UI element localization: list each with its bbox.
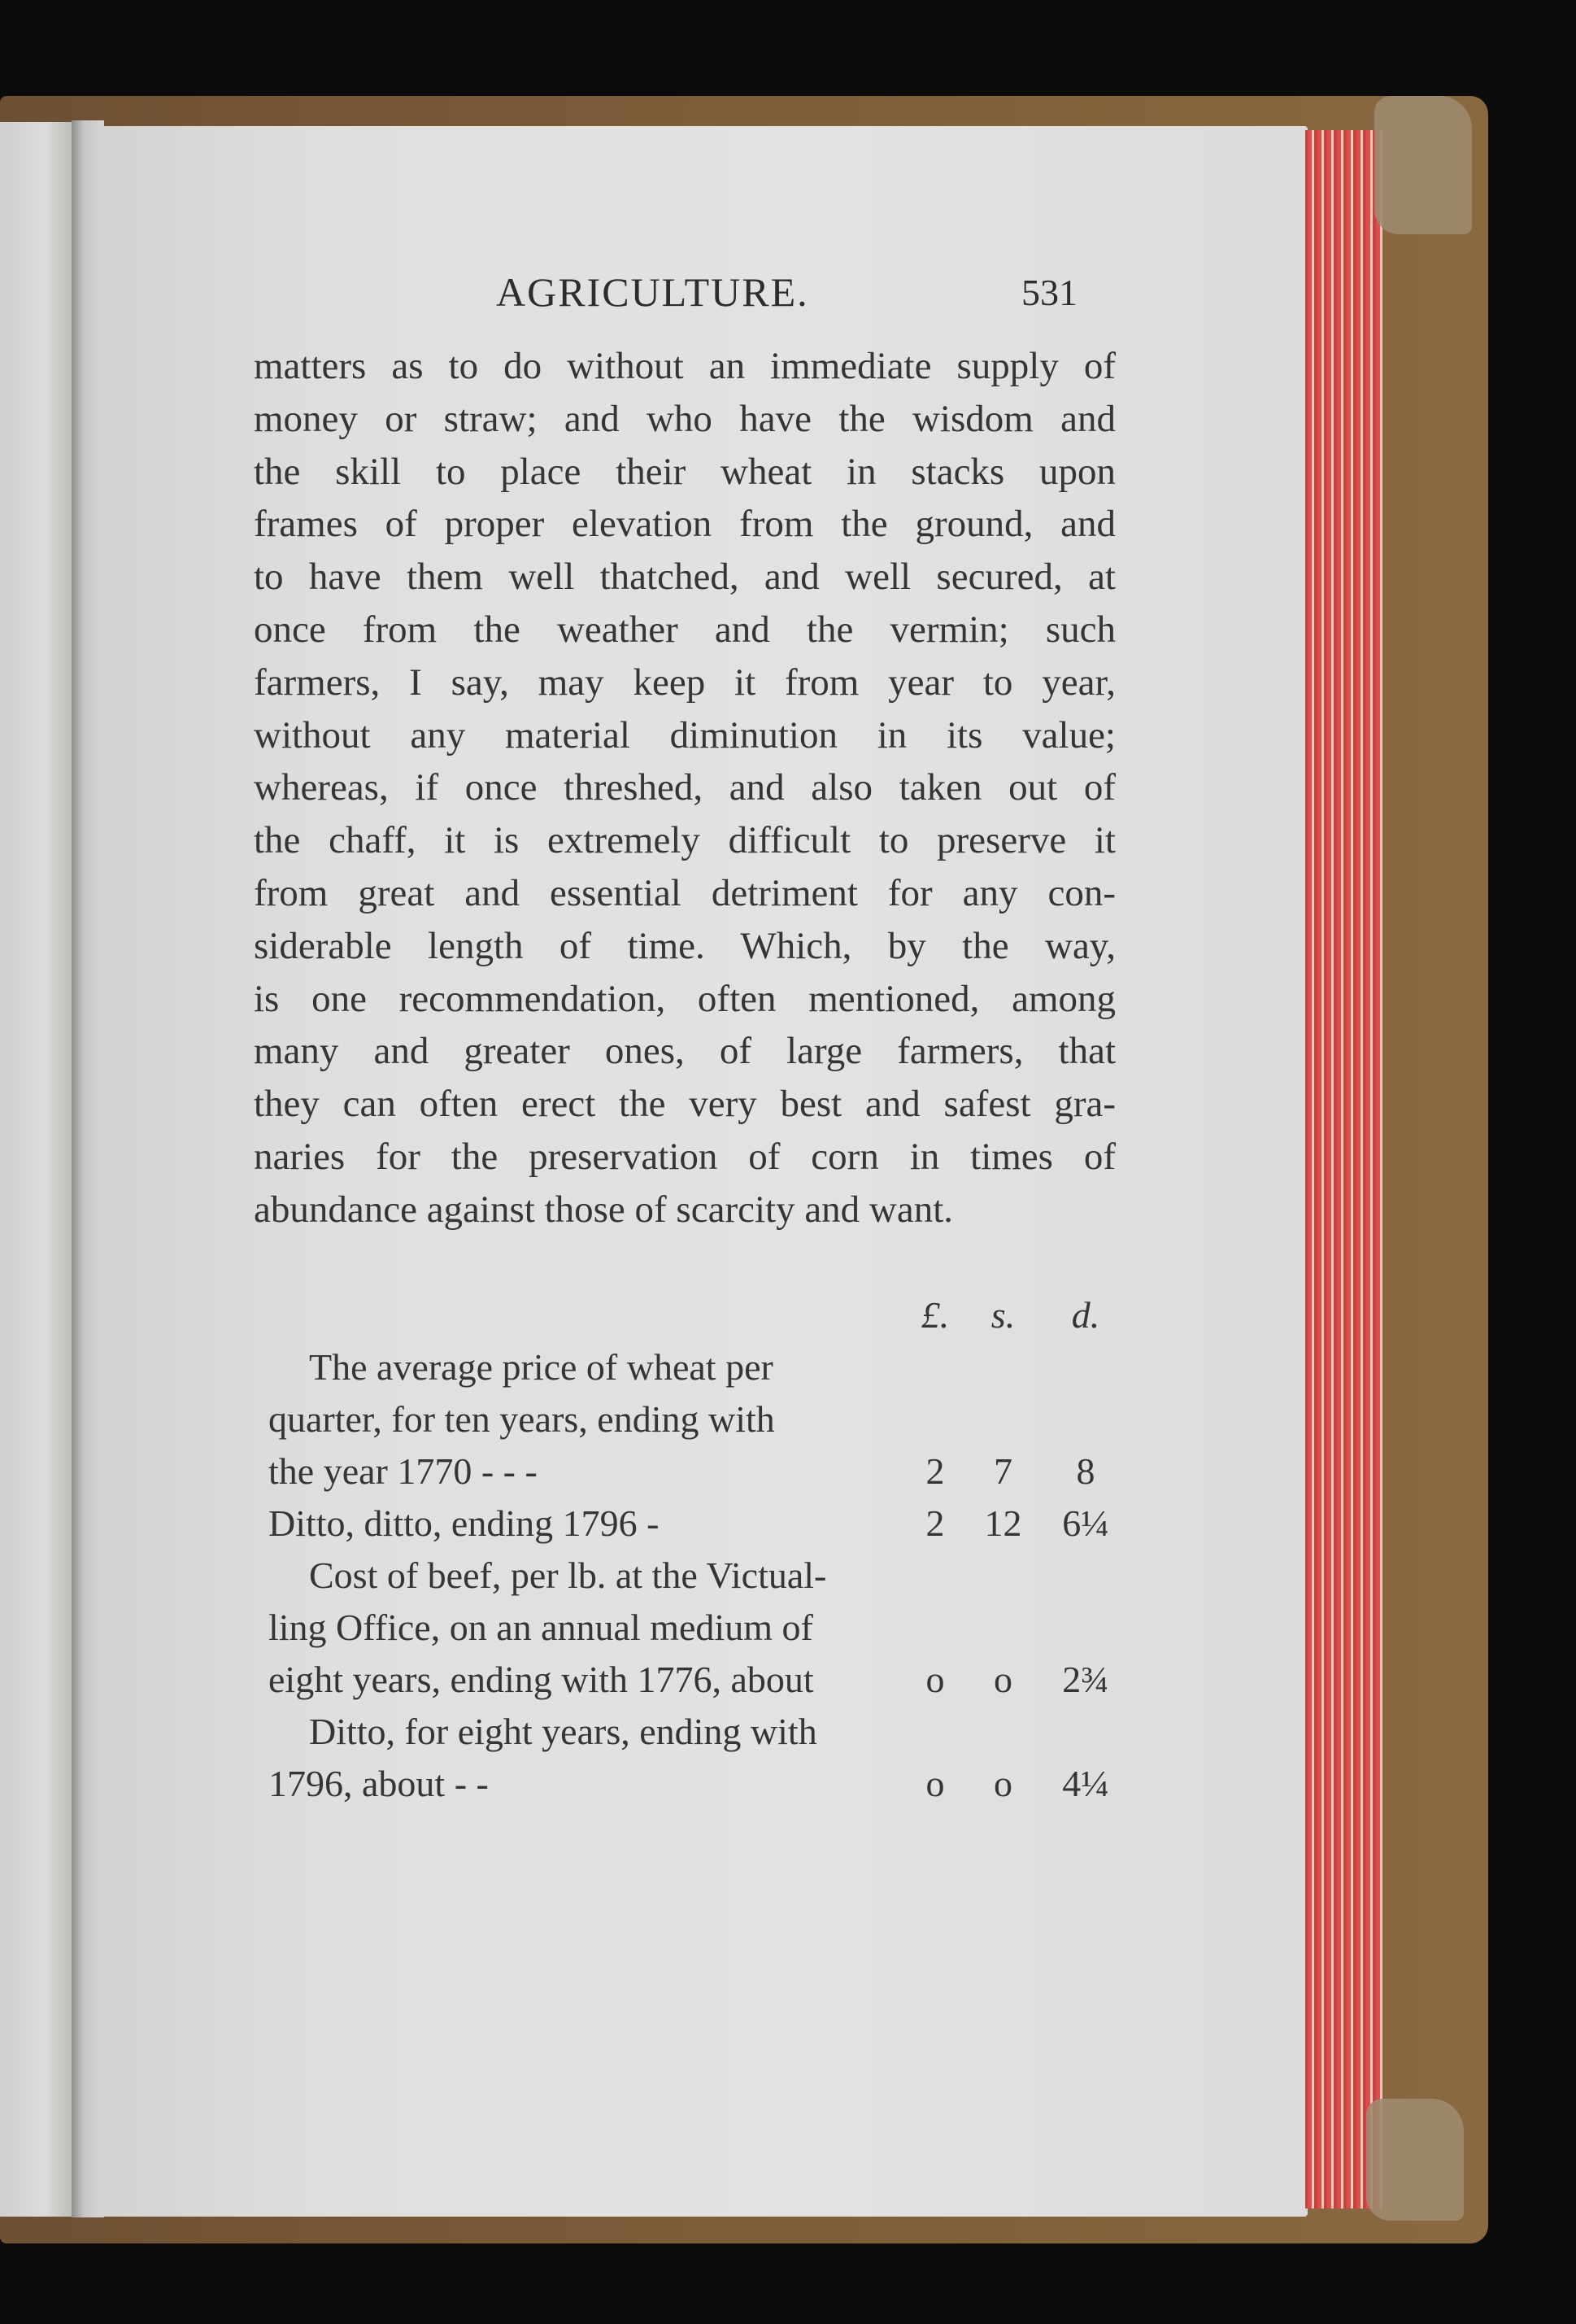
worn-cover-corner-bottom [1366,2099,1464,2221]
text-line: to have them well thatched, and well secured, at [254,556,1116,599]
pence-value: 4¼ [1062,1763,1109,1804]
page-number: 531 [1021,272,1078,313]
shillings-value: 7 [994,1450,1012,1492]
pence-value: 2¾ [1062,1659,1109,1700]
table-header-row [268,1289,1122,1341]
row-description: quarter, for ten years, ending with [268,1398,775,1440]
text-line: abundance against those of scarcity and want. [254,1188,954,1231]
row-description: Ditto, for eight years, ending with [309,1711,817,1752]
table-row [268,1498,1122,1550]
shillings-header: s. [990,1294,1016,1336]
row-description: eight years, ending with 1776, about [268,1659,814,1700]
text-line: the chaff, it is extremely difficult to preserve it [254,819,1116,862]
running-head: AGRICULTURE. [496,269,809,315]
text-line: without any material diminution in its value; [254,713,1116,756]
body-paragraph [254,340,1116,1236]
red-page-edges [1305,130,1382,2208]
text-line: from great and essential detriment for any con- [254,871,1116,914]
pence-header: d. [1071,1294,1100,1336]
text-line: money or straw; and who have the wisdom and [254,397,1116,440]
text-line: matters as to do without an immediate supply of [254,345,1116,387]
pence-value: 6¼ [1062,1502,1109,1544]
row-description: Ditto, ditto, ending 1796 - [268,1502,660,1544]
table-row [268,1393,1122,1445]
price-table [268,1289,1122,1810]
shillings-value: 12 [984,1502,1022,1544]
pounds-value: 2 [925,1502,945,1544]
left-page-edge [0,122,75,2217]
text-line: siderable length of time. Which, by the way, [254,924,1116,967]
row-description: the year 1770 - - - [268,1450,538,1492]
row-description: ling Office, on an annual medium of [268,1607,813,1648]
pounds-value: o [925,1659,945,1700]
text-line: is one recommendation, often mentioned, among [254,977,1116,1020]
text-line: the skill to place their wheat in stacks upon [254,450,1116,493]
table-row [268,1654,1122,1706]
table-row [268,1341,1122,1393]
table-row [268,1758,1122,1810]
pence-value: 8 [1076,1450,1095,1492]
text-line: frames of proper elevation from the ground, and [254,503,1116,546]
row-description: The average price of wheat per [309,1346,773,1388]
shillings-value: o [994,1763,1012,1804]
table-row [268,1602,1122,1654]
pounds-header: £. [921,1294,950,1336]
text-line: whereas, if once threshed, and also taken out of [254,766,1116,809]
pounds-value: 2 [925,1450,945,1492]
text-line: farmers, I say, may keep it from year to year, [254,661,1116,704]
row-description: 1796, about - - [268,1763,489,1804]
text-line: naries for the preservation of corn in times of [254,1135,1116,1178]
table-row [268,1706,1122,1758]
pounds-value: o [925,1763,945,1804]
row-description: Cost of beef, per lb. at the Victual- [309,1554,827,1596]
worn-cover-corner-top [1374,96,1472,234]
table-row [268,1550,1122,1602]
shillings-value: o [994,1659,1012,1700]
text-line: once from the weather and the vermin; such [254,608,1116,651]
text-line: they can often erect the very best and safest gra- [254,1083,1116,1126]
text-line: many and greater ones, of large farmers, that [254,1030,1116,1073]
table-row [268,1445,1122,1498]
